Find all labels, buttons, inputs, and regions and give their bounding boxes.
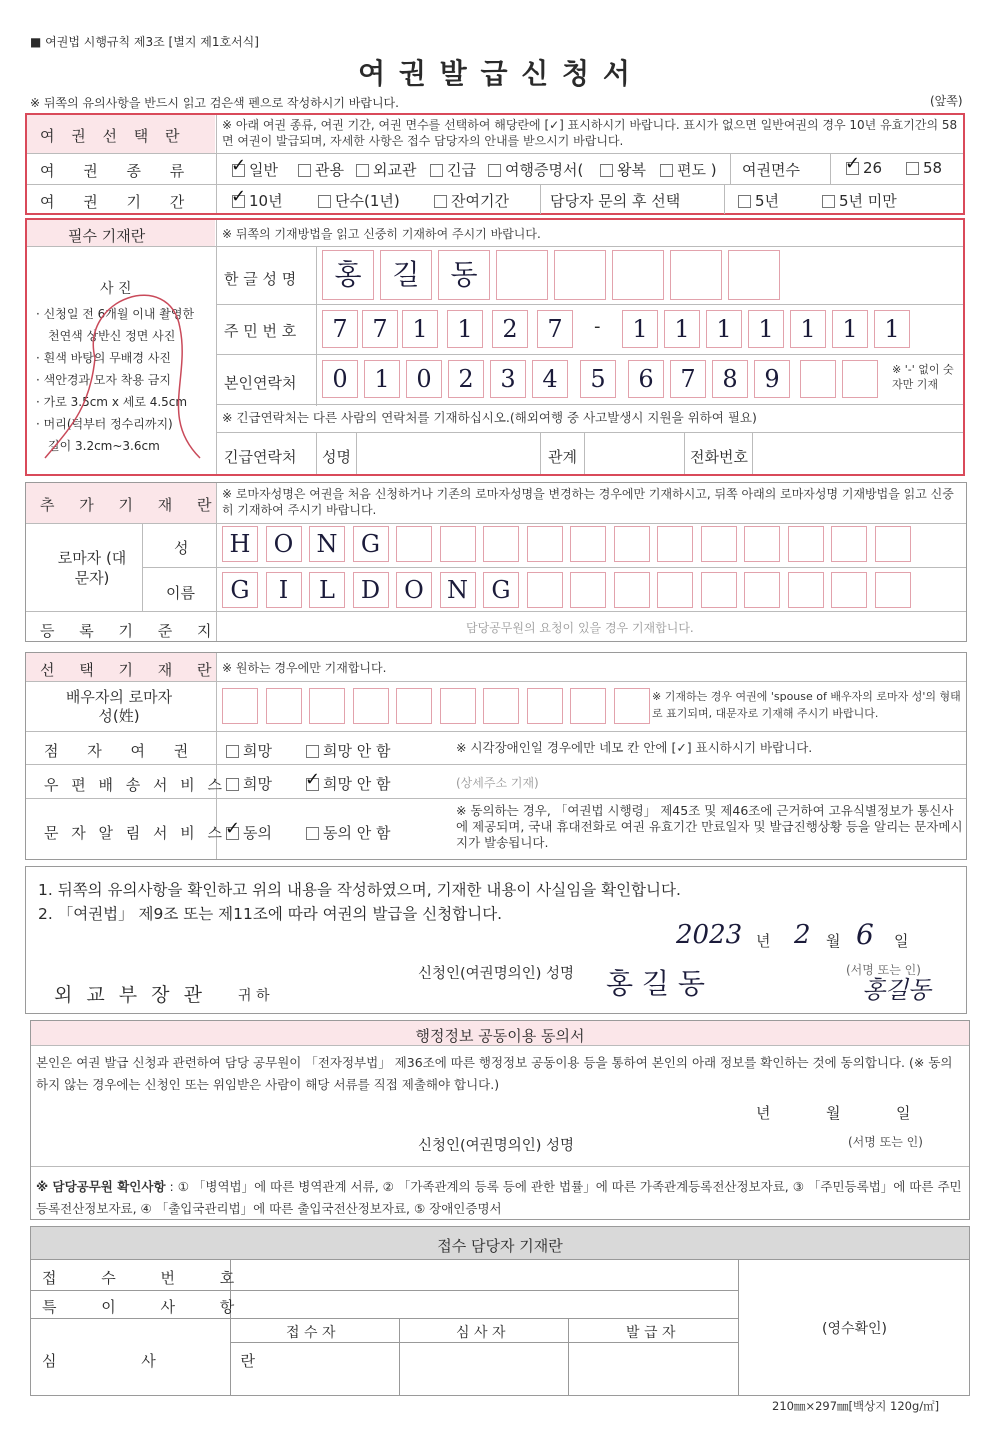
period-consult-label: 담당자 문의 후 선택 xyxy=(550,192,681,210)
office-title: 접수 담당자 기재란 xyxy=(437,1237,563,1255)
phone-digit-cell[interactable]: 9 xyxy=(754,360,790,398)
required-label: 필수 기재란 xyxy=(68,227,146,245)
name-char-cell[interactable] xyxy=(496,250,548,300)
col-issuer: 발 급 자 xyxy=(626,1325,676,1341)
phone-digit-cell[interactable]: 7 xyxy=(670,360,706,398)
period-10y[interactable]: ✓ 10년 xyxy=(232,190,283,211)
checkbox-icon[interactable] xyxy=(906,162,919,175)
surname-char-cell[interactable] xyxy=(614,526,650,562)
consent-sign-label: (서명 또는 인) xyxy=(848,1135,923,1149)
type-official[interactable]: 관용 xyxy=(298,159,344,180)
surname-char-cell[interactable] xyxy=(788,526,824,562)
col-receiver: 접 수 자 xyxy=(286,1325,336,1341)
side-label: (앞쪽) xyxy=(930,94,963,108)
rrn-digit-cell[interactable]: 1 xyxy=(402,310,438,348)
photo-outline-icon xyxy=(40,258,210,468)
name-char-cell[interactable] xyxy=(728,250,780,300)
receipt-no-label: 접 수 번 호 xyxy=(42,1269,255,1287)
braille-note: ※ 시각장애인일 경우에만 네모 칸 안에 [✓] 표시하시기 바랍니다. xyxy=(456,740,813,755)
checkbox-icon[interactable] xyxy=(738,195,751,208)
day-unit: 일 xyxy=(894,932,909,950)
given-name-char-cell[interactable]: L xyxy=(309,572,345,608)
required-note: ※ 뒤쪽의 기재방법을 읽고 신중히 기재하여 주시기 바랍니다. xyxy=(222,227,541,241)
phone-label: 본인연락처 xyxy=(224,374,297,392)
spouse-label: 배우자의 로마자 성(姓) xyxy=(65,688,173,725)
phone-digit-cell[interactable]: 4 xyxy=(532,360,568,398)
apply-month[interactable]: 2 xyxy=(794,920,811,950)
rrn-dash: - xyxy=(594,316,601,337)
type-general[interactable]: ✓ 일반 xyxy=(232,159,278,180)
surname-char-cell[interactable]: G xyxy=(353,526,389,562)
given-name-label: 이름 xyxy=(166,584,195,602)
phone-digit-cell[interactable]: 6 xyxy=(628,360,664,398)
given-name-char-cell[interactable] xyxy=(657,572,693,608)
rrn-digit-cell[interactable]: 2 xyxy=(492,310,528,348)
consent-title: 행정정보 공동이용 동의서 xyxy=(415,1027,585,1045)
surname-char-cell[interactable] xyxy=(701,526,737,562)
official-check-title: ※ 담당공무원 확인사항 xyxy=(36,1179,166,1194)
rrn-digit-cell[interactable]: 1 xyxy=(832,310,868,348)
paper-spec: 210㎜×297㎜[백상지 120g/㎡] xyxy=(772,1399,940,1413)
given-name-char-cell[interactable]: D xyxy=(353,572,389,608)
phone-digit-cell[interactable]: 1 xyxy=(364,360,400,398)
month-unit: 월 xyxy=(826,932,841,950)
phone-digit-cell[interactable] xyxy=(800,360,836,398)
checkbox-icon[interactable] xyxy=(488,164,501,177)
checkbox-icon[interactable] xyxy=(232,164,245,177)
emergency-name-label: 성명 xyxy=(322,448,351,466)
col-reviewer: 심 사 자 xyxy=(456,1325,506,1341)
given-name-char-cell[interactable] xyxy=(701,572,737,608)
braille-yes[interactable]: 희망 xyxy=(226,740,272,761)
addressee: 외 교 부 장 관 xyxy=(54,984,206,1006)
year-unit: 년 xyxy=(756,932,771,950)
name-char-cell[interactable] xyxy=(670,250,722,300)
optional-note: ※ 원하는 경우에만 기재합니다. xyxy=(222,661,387,675)
spouse-note: ※ 기재하는 경우 여권에 'spouse of 배우자의 로마자 성'의 형태로 표기되며, 대문자로 기재해 주시기 바랍니다. xyxy=(652,690,961,720)
name-char-cell[interactable]: 동 xyxy=(438,250,490,300)
passport-period-label: 여 권 기 간 xyxy=(40,193,197,211)
pages-58[interactable]: 58 xyxy=(906,159,942,177)
given-name-char-cell[interactable]: G xyxy=(483,572,519,608)
surname-char-cell[interactable] xyxy=(527,526,563,562)
checkbox-icon[interactable] xyxy=(430,164,443,177)
checkbox-icon[interactable] xyxy=(434,195,447,208)
phone-digit-cell[interactable]: 8 xyxy=(712,360,748,398)
photo-rule: 길이 3.2cm~3.6cm xyxy=(48,439,160,453)
phone-digit-cell[interactable]: 3 xyxy=(490,360,526,398)
emergency-phone-label: 전화번호 xyxy=(690,448,748,466)
consent-month-unit: 월 xyxy=(826,1104,841,1122)
given-name-char-cell[interactable] xyxy=(570,572,606,608)
photo-area xyxy=(30,250,214,472)
photo-rule: · 가로 3.5cm x 세로 4.5cm xyxy=(36,395,188,409)
consent-applicant-label: 신청인(여권명의인) 성명 xyxy=(418,1138,574,1154)
photo-rule: · 신청일 전 6개월 이내 촬영한 xyxy=(36,307,195,321)
phone-digit-cell[interactable]: 5 xyxy=(580,360,616,398)
passport-select-label: 여 권 선 택 란 xyxy=(40,127,186,145)
braille-no[interactable]: 희망 안 함 xyxy=(306,740,391,761)
given-name-char-cell[interactable] xyxy=(744,572,780,608)
surname-char-cell[interactable] xyxy=(657,526,693,562)
sign-label: (서명 또는 인) xyxy=(846,963,921,977)
type-diplomatic[interactable]: 외교관 xyxy=(356,159,416,180)
surname-char-cell[interactable] xyxy=(875,526,911,562)
official-check-text xyxy=(36,1176,964,1220)
given-name-char-cell[interactable]: O xyxy=(396,572,432,608)
applicant-signature[interactable]: 홍 길 동 xyxy=(862,976,927,1004)
phone-digit-cell[interactable]: 2 xyxy=(448,360,484,398)
rrn-digit-cell[interactable]: 1 xyxy=(447,310,483,348)
review-label: 심 사 란 xyxy=(42,1352,296,1370)
rrn-digit-cell[interactable]: 7 xyxy=(362,310,398,348)
regulation-ref: ■ 여권법 시행규칙 제3조 [별지 제1호서식] xyxy=(30,35,259,49)
given-name-char-cell[interactable] xyxy=(788,572,824,608)
korean-name-label: 한 글 성 명 xyxy=(224,270,297,288)
type-one-way[interactable]: 편도 ) xyxy=(660,159,717,180)
checkbox-icon[interactable] xyxy=(226,745,239,758)
given-name-char-cell[interactable] xyxy=(527,572,563,608)
period-remaining[interactable]: 잔여기간 xyxy=(434,190,509,211)
surname-char-cell[interactable]: H xyxy=(222,526,258,562)
given-name-char-cell[interactable]: G xyxy=(222,572,258,608)
declaration-line1: 1. 뒤쪽의 유의사항을 확인하고 위의 내용을 작성하였으며, 기재한 내용이 사실임을 확인합니다. xyxy=(38,881,681,899)
declaration-line2: 2. 「여권법」 제9조 또는 제11조에 따라 여권의 발급을 신청합니다. xyxy=(38,905,503,923)
period-under-5y[interactable]: 5년 미만 xyxy=(822,190,897,211)
emergency-label: 긴급연락처 xyxy=(224,448,297,466)
form-title: 여 권 발 급 신 청 서 xyxy=(358,57,632,90)
checkbox-icon[interactable] xyxy=(822,195,835,208)
sms-label: 문 자 알 림 서 비 스 xyxy=(44,824,227,842)
spouse-char-cell[interactable] xyxy=(483,688,519,724)
checkbox-icon[interactable] xyxy=(306,745,319,758)
surname-char-cell[interactable]: N xyxy=(309,526,345,562)
consent-text: 본인은 여권 발급 신청과 관련하여 담당 공무원이 「전자정부법」 제36조에 따른 행정정보 공동이용 등을 통하여 본인의 아래 정보를 확인하는 것에 동의합니다. (※ 동의하지 않는 경우에는 신청인 또는 위임받은 사람이 해당 서류를 직접 제출해야 합니다.) xyxy=(36,1055,953,1092)
spouse-char-cell[interactable] xyxy=(309,688,345,724)
type-round-trip[interactable]: 왕복 xyxy=(600,159,646,180)
phone-digit-cell[interactable]: 0 xyxy=(406,360,442,398)
applicant-label: 신청인(여권명의인) 성명 xyxy=(418,966,574,982)
surname-label: 성 xyxy=(174,539,189,557)
name-char-cell[interactable]: 홍 xyxy=(322,250,374,300)
roman-label: 로마자 (대문자) xyxy=(57,549,127,587)
checkbox-icon[interactable] xyxy=(318,195,331,208)
spouse-char-cell[interactable] xyxy=(570,688,606,724)
spouse-char-cell[interactable] xyxy=(353,688,389,724)
rrn-digit-cell[interactable]: 7 xyxy=(322,310,358,348)
rrn-label: 주 민 번 호 xyxy=(224,322,297,340)
photo-rule: 천연색 상반신 정면 사진 xyxy=(48,329,176,343)
given-name-char-cell[interactable] xyxy=(831,572,867,608)
pages-26[interactable]: ✓ 26 xyxy=(846,159,882,177)
given-name-char-cell[interactable] xyxy=(875,572,911,608)
checkbox-icon[interactable] xyxy=(660,164,673,177)
checkbox-icon[interactable] xyxy=(306,827,319,840)
applicant-name[interactable]: 홍 길 동 xyxy=(606,967,705,1000)
checkbox-icon[interactable] xyxy=(226,827,239,840)
rrn-digit-cell[interactable]: 1 xyxy=(748,310,784,348)
given-name-char-cell[interactable]: I xyxy=(266,572,302,608)
additional-label: 추 가 기 재 란 xyxy=(40,496,222,514)
period-5y[interactable]: 5년 xyxy=(738,190,779,211)
type-travel-cert[interactable]: 여행증명서( xyxy=(488,159,583,180)
additional-note: ※ 로마자성명은 여권을 처음 신청하거나 기존의 로마자성명을 변경하는 경우에만 기재하시고, 뒤쪽 아래의 로마자성명 기재방법을 읽고 신중히 기재하여 주시기 바랍니다. xyxy=(222,487,954,517)
surname-char-cell[interactable] xyxy=(570,526,606,562)
photo-rule: · 색안경과 모자 착용 금지 xyxy=(36,373,171,387)
residence-label: 등 록 기 준 지 xyxy=(40,622,222,640)
name-char-cell[interactable]: 길 xyxy=(380,250,432,300)
phone-digit-cell[interactable] xyxy=(842,360,878,398)
phone-digit-cell[interactable]: 0 xyxy=(322,360,358,398)
checkbox-icon[interactable] xyxy=(356,164,369,177)
consent-day-unit: 일 xyxy=(896,1104,911,1122)
spouse-char-cell[interactable] xyxy=(527,688,563,724)
name-char-cell[interactable] xyxy=(612,250,664,300)
instruction-text: ※ 뒤쪽의 유의사항을 반드시 읽고 검은색 펜으로 작성하시기 바랍니다. xyxy=(30,96,399,110)
rrn-digit-cell[interactable]: 1 xyxy=(622,310,658,348)
sms-agree[interactable]: ✓ 동의 xyxy=(226,822,272,843)
delivery-note: (상세주소 기재) xyxy=(456,776,539,790)
spouse-char-cell[interactable] xyxy=(440,688,476,724)
photo-title: 사 진 xyxy=(100,281,132,297)
surname-char-cell[interactable] xyxy=(440,526,476,562)
surname-char-cell[interactable] xyxy=(483,526,519,562)
emergency-relation-label: 관계 xyxy=(548,448,577,466)
passport-type-label: 여 권 종 류 xyxy=(40,162,197,180)
delivery-label: 우 편 배 송 서 비 스 xyxy=(44,776,227,794)
period-single[interactable]: 단수(1년) xyxy=(318,190,400,211)
surname-char-cell[interactable] xyxy=(744,526,780,562)
given-name-char-cell[interactable] xyxy=(614,572,650,608)
spouse-char-cell[interactable] xyxy=(614,688,650,724)
apply-day[interactable]: 6 xyxy=(856,918,874,951)
emergency-note: ※ 긴급연락처는 다른 사람의 연락처를 기재하십시오.(해외여행 중 사고발생시 지원을 위하여 필요) xyxy=(222,410,757,425)
checkbox-icon[interactable] xyxy=(306,778,319,791)
rrn-digit-cell[interactable]: 1 xyxy=(706,310,742,348)
name-char-cell[interactable] xyxy=(554,250,606,300)
checkbox-icon[interactable] xyxy=(298,164,311,177)
remarks-label: 특 이 사 항 xyxy=(42,1298,255,1316)
optional-label: 선 택 기 재 란 xyxy=(40,661,222,679)
pages-label: 여권면수 xyxy=(742,161,800,179)
rrn-digit-cell[interactable]: 1 xyxy=(664,310,700,348)
rrn-digit-cell[interactable]: 7 xyxy=(537,310,573,348)
surname-char-cell[interactable] xyxy=(396,526,432,562)
checkbox-icon[interactable] xyxy=(232,195,245,208)
spouse-char-cell[interactable] xyxy=(222,688,258,724)
photo-rule: · 흰색 바탕의 무배경 사진 xyxy=(36,351,171,365)
delivery-no[interactable]: ✓ 희망 안 함 xyxy=(306,773,391,794)
consent-year-unit: 년 xyxy=(756,1104,771,1122)
surname-char-cell[interactable] xyxy=(831,526,867,562)
delivery-yes[interactable]: 희망 xyxy=(226,773,272,794)
sms-disagree[interactable]: 동의 안 함 xyxy=(306,822,391,843)
rrn-digit-cell[interactable]: 1 xyxy=(874,310,910,348)
type-emergency[interactable]: 긴급 xyxy=(430,159,476,180)
residence-note: 담당공무원의 요청이 있을 경우 기재합니다. xyxy=(466,621,694,635)
checkbox-icon[interactable] xyxy=(600,164,613,177)
spouse-char-cell[interactable] xyxy=(396,688,432,724)
photo-rule: · 머리(턱부터 정수리까지) xyxy=(36,417,173,431)
addressee-suffix: 귀 하 xyxy=(238,988,270,1004)
given-name-char-cell[interactable]: N xyxy=(440,572,476,608)
checkbox-icon[interactable] xyxy=(846,162,859,175)
passport-select-note: ※ 아래 여권 종류, 여권 기간, 여권 면수를 선택하여 해당란에 [✓] 표시하시기 바랍니다. 표시가 없으면 일반여권의 경우 10년 유효기간의 58면 여권이 발급되며, 자세한 사항은 접수 담당자의 안내를 받으시기 바랍니다. xyxy=(222,118,958,148)
checkbox-icon[interactable] xyxy=(226,778,239,791)
phone-note: ※ '-' 없이 숫자만 기재 xyxy=(892,363,954,391)
official-check-body: : ① 「병역법」에 따른 병역관계 서류, ② 「가족관계의 등록 등에 관한 법률」에 따른 가족관계등록전산정보자료, ③ 「주민등록법」에 따른 주민등록전산정보자료, ④ 「출입국관리법」에 따른 출입국전산정보자료, ⑤ 장애인증명서 xyxy=(36,1179,962,1216)
surname-char-cell[interactable]: O xyxy=(266,526,302,562)
apply-year[interactable]: 2023 xyxy=(676,920,743,950)
rrn-digit-cell[interactable]: 1 xyxy=(790,310,826,348)
sms-note: ※ 동의하는 경우, 「여권법 시행령」 제45조 및 제46조에 근거하여 고유식별정보가 통신사에 제공되며, 국내 휴대전화로 여권 유효기간 만료일자 및 발급진행상황 등을 알리는 문자메시지가 발송됩니다. xyxy=(456,803,963,850)
braille-label: 점 자 여 권 xyxy=(44,742,201,760)
receipt-confirm: (영수확인) xyxy=(822,1321,888,1337)
spouse-char-cell[interactable] xyxy=(266,688,302,724)
